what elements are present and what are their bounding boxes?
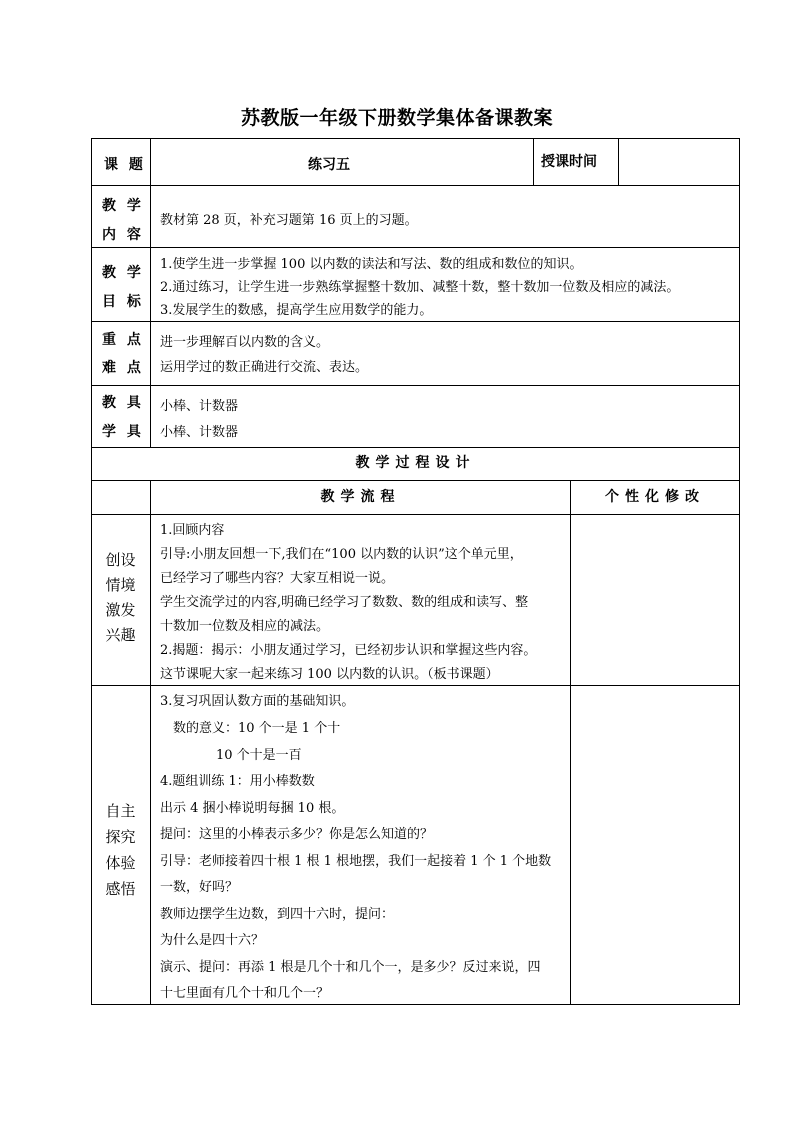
section2-line: 一数，好吗？: [160, 880, 239, 895]
key-points-label-line2: 难 点: [102, 360, 144, 376]
goal-line: 3.发展学生的数感，提高学生应用数学的能力。: [160, 303, 433, 318]
topic-label: 课 题: [104, 157, 146, 173]
section1-line: 2.揭题：揭示：小朋友通过学习，已经初步认识和掌握这些内容。: [160, 643, 537, 658]
section2-label: 自主 探究 体验 感悟: [105, 802, 136, 898]
section2-line: 十七里面有几个十和几个一？: [160, 986, 330, 1001]
section1-line: 引导:小朋友回想一下,我们在“100 以内数的认识”这个单元里，: [160, 547, 523, 562]
content-label-line1: 教 学: [102, 198, 144, 214]
personal-column-header: 个性化修改: [605, 489, 705, 505]
tools-label-line1: 教 具: [102, 395, 144, 411]
content-text: 教材第 28 页，补充习题第 16 页上的习题。: [160, 213, 418, 228]
content-label-line2: 内 容: [102, 227, 144, 243]
section1-line: 1.回顾内容: [160, 523, 225, 538]
section2-line: 数的意义：10 个一是 1 个十: [173, 721, 341, 736]
section2-line: 演示、提问：再添 1 根是几个十和几个一，是多少？反过来说，四: [160, 960, 541, 975]
teaching-time-label: 授课时间: [541, 154, 597, 170]
section2-line: 教师边摆学生边数，到四十六时，提问：: [160, 907, 395, 922]
section2-line: 出示 4 捆小棒说明每捆 10 根。: [160, 801, 345, 816]
goal-line: 2.通过练习，让学生进一步熟练掌握整十数加、减整十数，整十数加一位数及相应的减法。: [160, 280, 680, 295]
section2-line: 3.复习巩固认数方面的基础知识。: [160, 694, 355, 709]
process-title: 教学过程设计: [355, 455, 476, 471]
tool-line: 小棒、计数器: [160, 425, 239, 440]
key-points-label-line1: 重 点: [102, 332, 144, 348]
section2-line: 引导：老师接着四十根 1 根 1 根地摆，我们一起接着 1 个 1 个地数: [160, 854, 552, 869]
section1-line: 这节课呢大家一起来练习 100 以内数的认识。（板书课题）: [160, 667, 499, 682]
goal-line: 1.使学生进一步掌握 100 以内数的读法和写法、数的组成和数位的知识。: [160, 257, 583, 272]
key-point-line: 运用学过的数正确进行交流、表达。: [160, 360, 369, 375]
goals-label-line1: 教 学: [102, 265, 144, 281]
goals-label-line2: 目 标: [102, 294, 144, 310]
lesson-plan-table: [91, 138, 740, 1005]
document-title: 苏教版一年级下册数学集体备课教案: [240, 107, 553, 129]
flow-column-header: 教学流程: [320, 489, 401, 505]
section2-line: 4.题组训练 1：用小棒数数: [160, 774, 315, 789]
section1-line: 已经学习了哪些内容？大家互相说一说。: [160, 571, 395, 586]
tool-line: 小棒、计数器: [160, 399, 239, 414]
section1-line: 学生交流学过的内容,明确已经学习了数数、数的组成和读写、整: [160, 595, 529, 610]
section2-line: 提问：这里的小棒表示多少？你是怎么知道的？: [160, 827, 434, 842]
key-point-line: 进一步理解百以内数的含义。: [160, 335, 330, 350]
tools-label-line2: 学 具: [102, 424, 144, 440]
section2-line: 10 个十是一百: [216, 748, 302, 763]
section1-line: 十数加一位数及相应的减法。: [160, 619, 330, 634]
section2-line: 为什么是四十六？: [160, 933, 265, 948]
section1-label: 创设 情境 激发 兴趣: [105, 551, 136, 644]
topic-value: 练习五: [308, 157, 350, 173]
